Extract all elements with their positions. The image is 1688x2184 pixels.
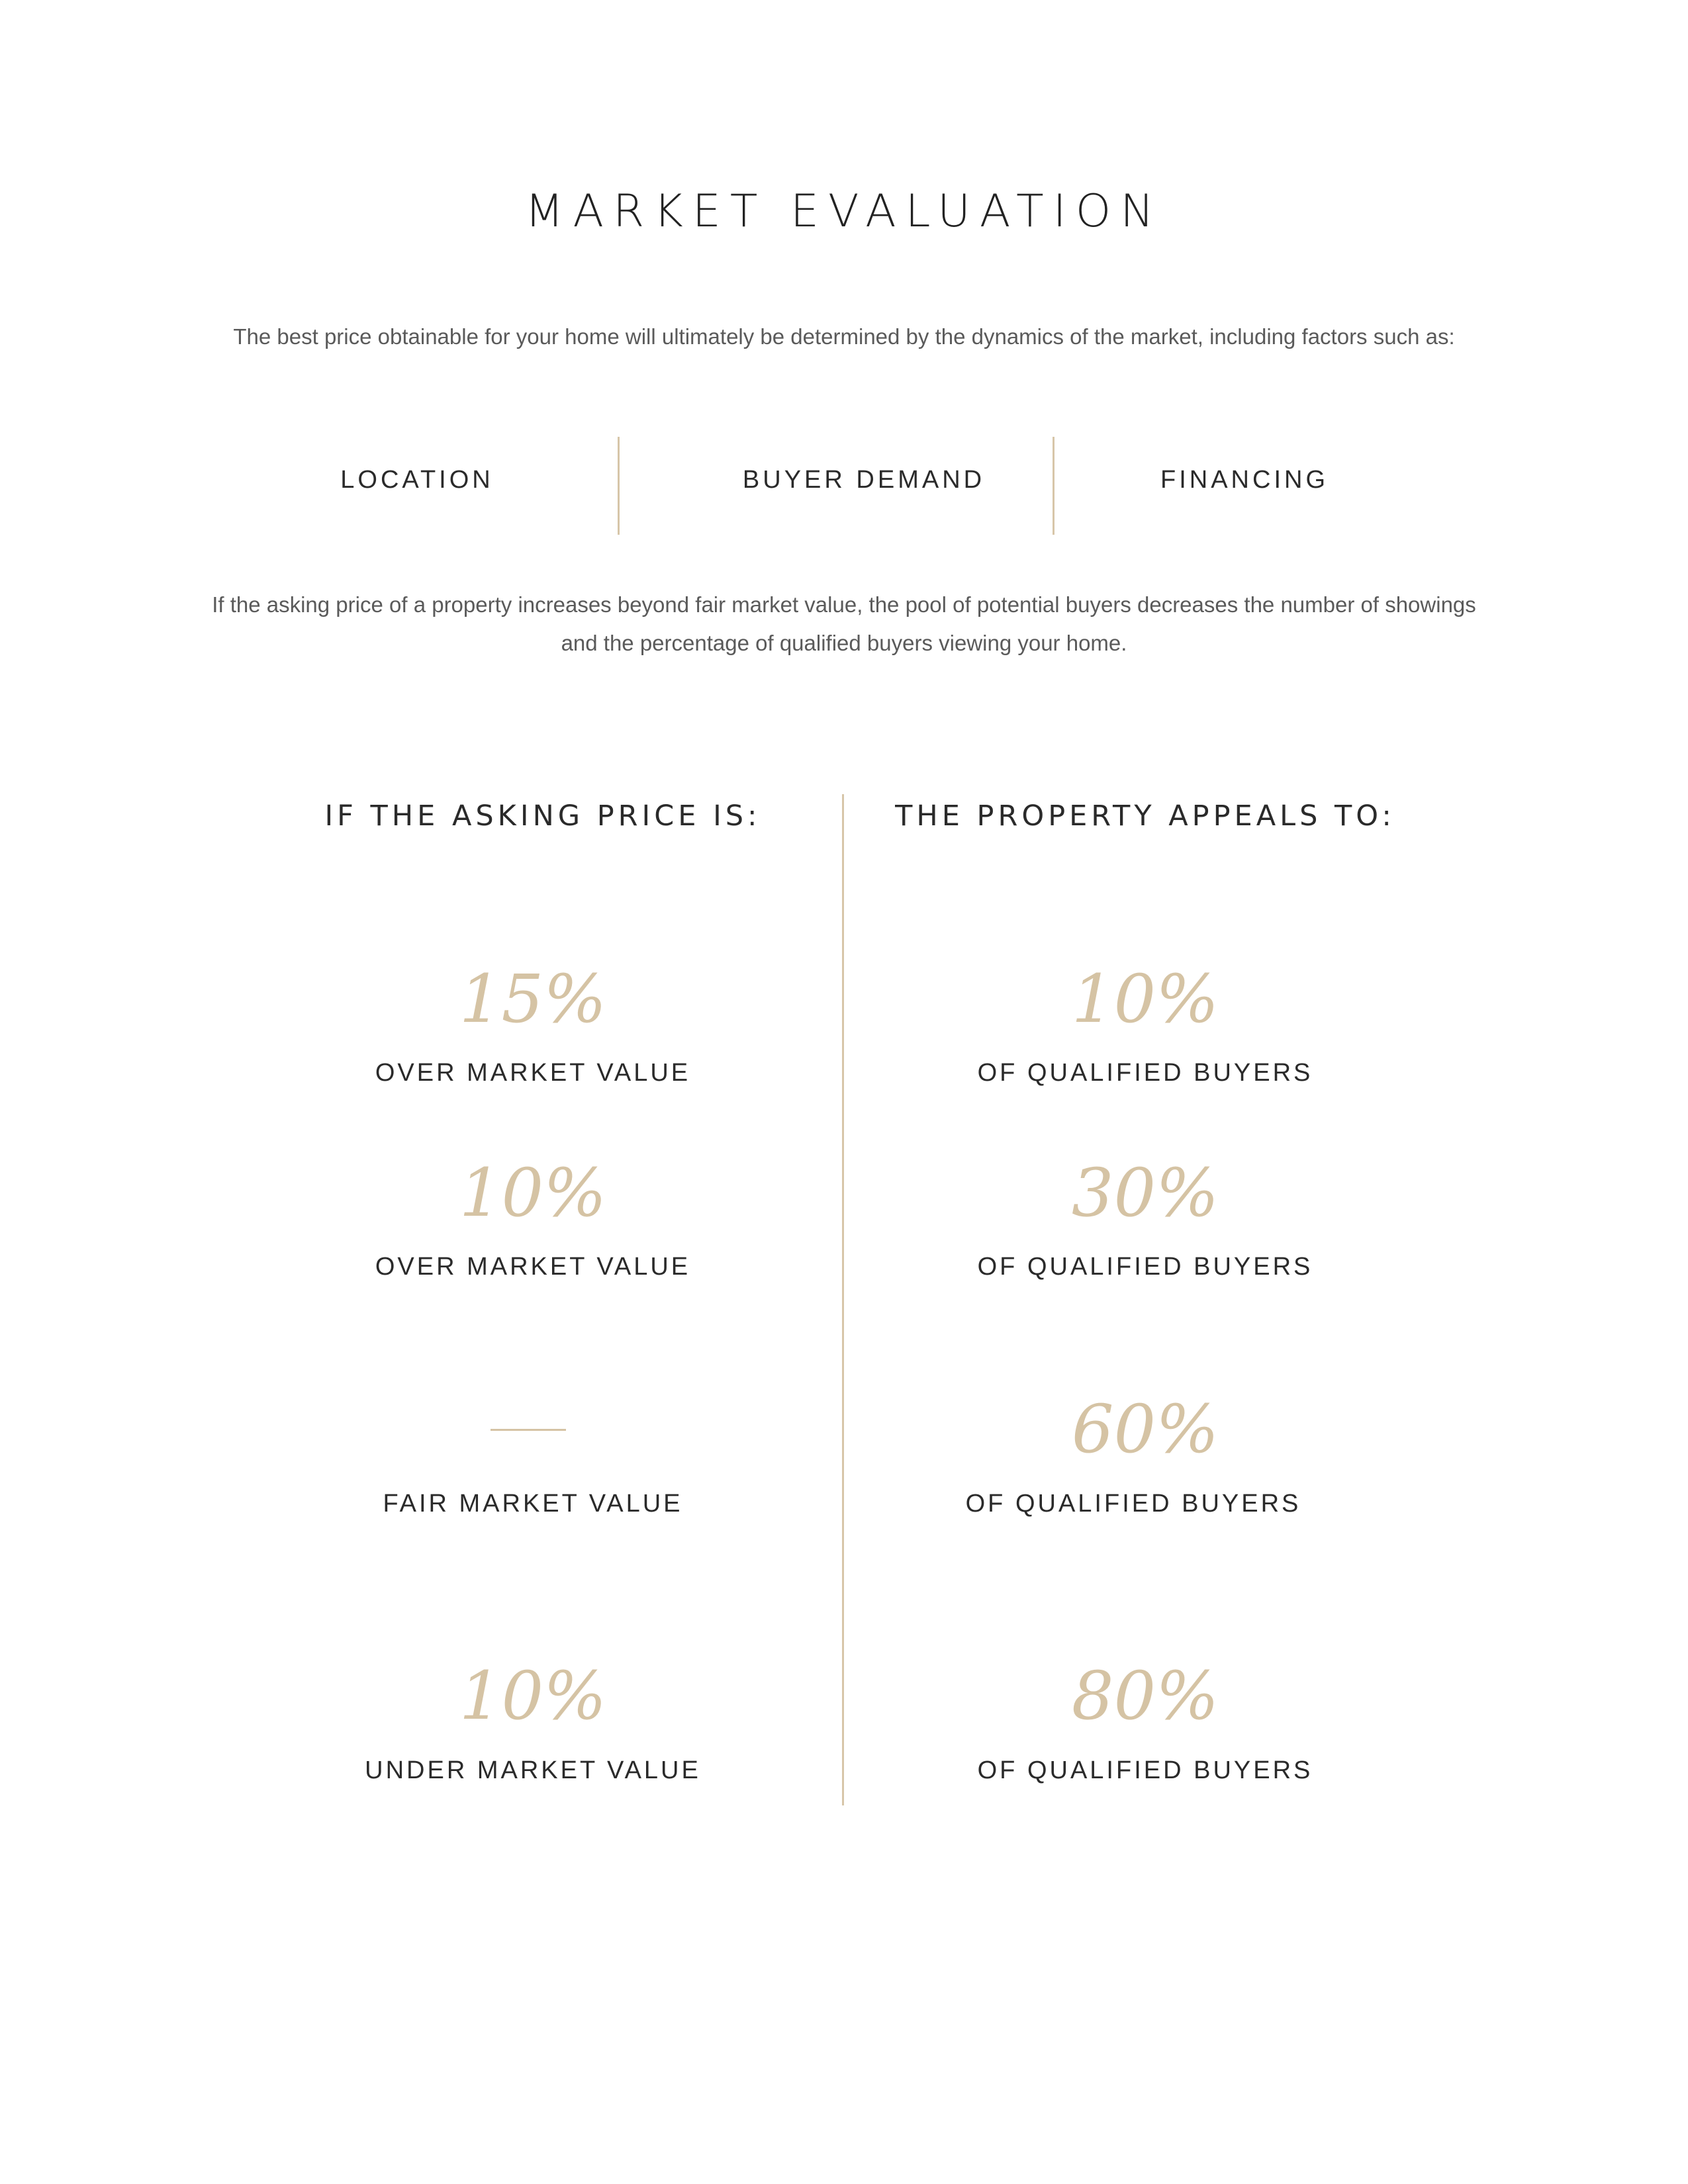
- asking-price-percent: 10%: [459, 1657, 607, 1735]
- column-divider: [842, 794, 844, 1805]
- explanation-line: If the asking price of a property increases beyond fair market value, the pool of potential buyers decreases the number of showings: [212, 592, 1476, 617]
- explanation-paragraph: [165, 586, 1523, 662]
- qualified-buyers-label: OF QUALIFIED BUYERS: [965, 1490, 1301, 1518]
- asking-price-label: FAIR MARKET VALUE: [383, 1490, 683, 1518]
- asking-price-percent: 10%: [459, 1154, 607, 1232]
- qualified-buyers-label: OF QUALIFIED BUYERS: [977, 1253, 1313, 1281]
- factor-buyer-demand: BUYER DEMAND: [742, 466, 986, 494]
- qualified-buyers-percent: 60%: [1071, 1390, 1219, 1468]
- explanation-line: and the percentage of qualified buyers viewing your home.: [561, 631, 1127, 655]
- factor-location: LOCATION: [340, 466, 494, 494]
- asking-price-percent: 15%: [459, 960, 607, 1038]
- asking-price-label: UNDER MARKET VALUE: [365, 1756, 701, 1784]
- qualified-buyers-label: OF QUALIFIED BUYERS: [977, 1756, 1313, 1784]
- page-title: MARKET EVALUATION: [524, 185, 1164, 238]
- factor-financing: FINANCING: [1160, 466, 1329, 494]
- asking-price-label: OVER MARKET VALUE: [375, 1253, 691, 1281]
- property-appeals-heading: THE PROPERTY APPEALS TO:: [895, 799, 1395, 833]
- asking-price-heading: IF THE ASKING PRICE IS:: [324, 799, 761, 833]
- qualified-buyers-percent: 30%: [1071, 1154, 1219, 1232]
- qualified-buyers-percent: 80%: [1071, 1657, 1219, 1735]
- qualified-buyers-percent: 10%: [1071, 960, 1219, 1038]
- asking-price-label: OVER MARKET VALUE: [375, 1059, 691, 1087]
- fair-value-dash: [491, 1429, 566, 1431]
- qualified-buyers-label: OF QUALIFIED BUYERS: [977, 1059, 1313, 1087]
- factor-divider: [1053, 437, 1055, 535]
- intro-paragraph: The best price obtainable for your home will ultimately be determined by the dynamics of the market, including factors such as:: [233, 324, 1455, 349]
- factor-divider: [618, 437, 620, 535]
